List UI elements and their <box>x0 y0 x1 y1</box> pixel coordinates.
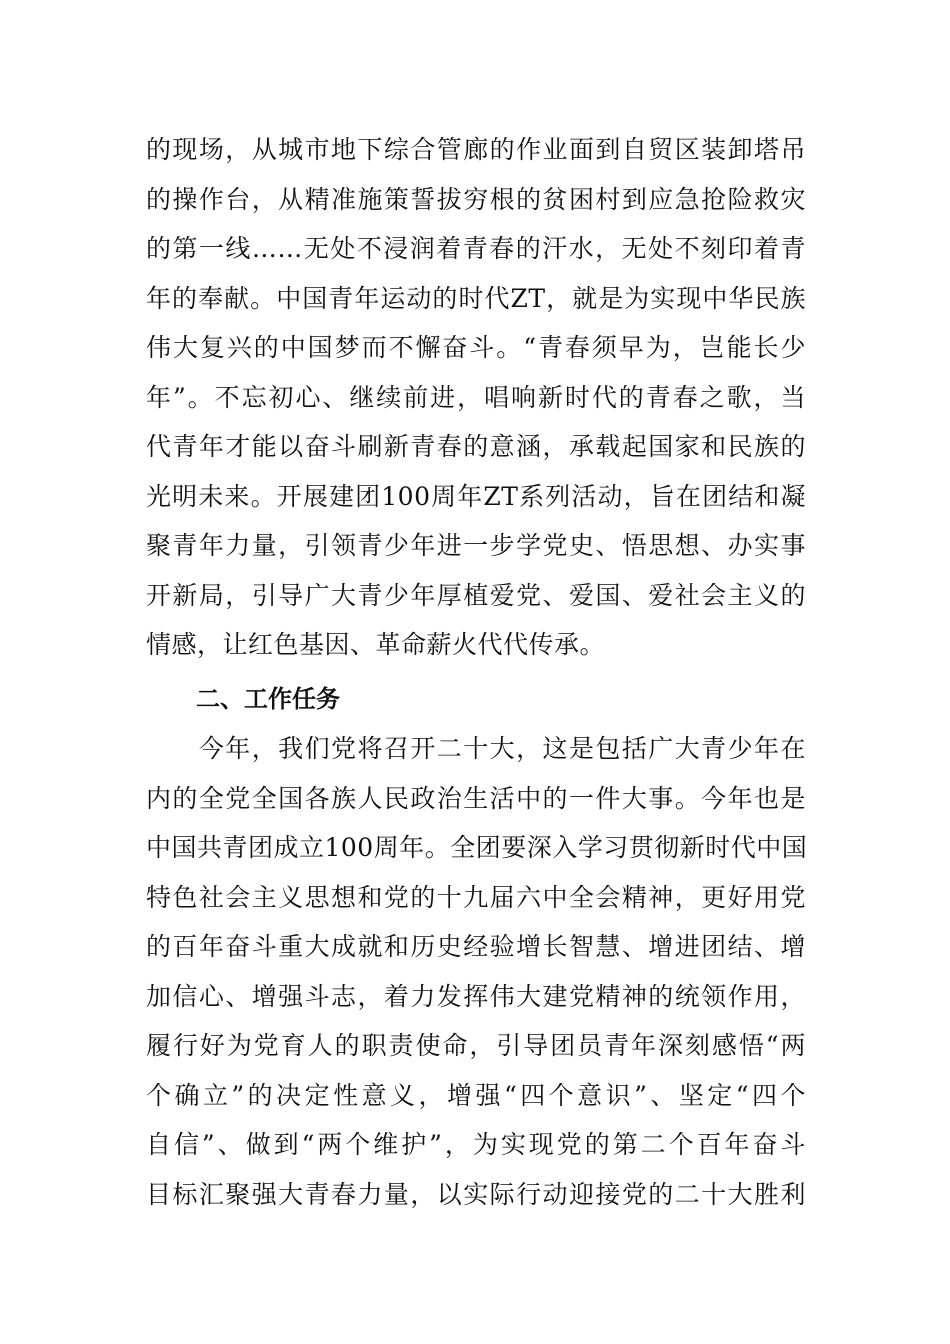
paragraph-line: 目标汇聚强大青春力量，以实际行动迎接党的二十大胜利 <box>146 1179 806 1209</box>
paragraph-line: 的第一线……无处不浸润着青春的汗水，无处不刻印着青 <box>146 234 806 263</box>
paragraph-line: 的现场，从城市地下综合管廊的作业面到自贸区装卸塔吊 <box>146 135 806 164</box>
paragraph-line: 光明未来。开展建团100周年ZT系列活动，旨在团结和凝 <box>146 481 806 511</box>
paragraph-line: 年”。不忘初心、继续前进，唱响新时代的青春之歌，当 <box>146 382 806 412</box>
section-heading: 二、工作任务 <box>196 685 340 713</box>
paragraph-line: 特色社会主义思想和党的十九届六中全会精神，更好用党 <box>146 882 806 912</box>
paragraph-line: 代青年才能以奋斗刷新青春的意涵，承载起国家和民族的 <box>146 432 806 461</box>
paragraph-line: 中国共青团成立100周年。全团要深入学习贯彻新时代中国 <box>146 833 808 862</box>
paragraph-line: 年的奉献。中国青年运动的时代ZT，就是为实现中华民族 <box>146 283 806 313</box>
paragraph-line: 加信心、增强斗志，着力发挥伟大建党精神的统领作用， <box>146 981 806 1011</box>
paragraph-line: 今年，我们党将召开二十大，这是包括广大青少年在 <box>146 734 806 763</box>
paragraph-line: 聚青年力量，引领青少年进一步学党史、悟思想、办实事 <box>146 531 806 560</box>
paragraph-line: 履行好为党育人的职责使命，引导团员青年深刻感悟“两 <box>146 1031 806 1060</box>
paragraph-line: 个确立”的决定性意义，增强“四个意识”、坚定“四个 <box>146 1080 806 1110</box>
paragraph-line: 自信”、做到“两个维护”，为实现党的第二个百年奋斗 <box>146 1130 806 1159</box>
paragraph-line: 的百年奋斗重大成就和历史经验增长智慧、增进团结、增 <box>146 932 806 961</box>
paragraph-line: 的操作台，从精准施策誓拔穷根的贫困村到应急抢险救灾 <box>146 184 806 214</box>
paragraph-line: 开新局，引导广大青少年厚植爱党、爱国、爱社会主义的 <box>146 580 806 610</box>
paragraph-line: 内的全党全国各族人民政治生活中的一件大事。今年也是 <box>146 783 806 813</box>
paragraph-line: 情感，让红色基因、革命薪火代代传承。 <box>146 630 606 659</box>
paragraph-line: 伟大复兴的中国梦而不懈奋斗。“青春须早为，岂能长少 <box>146 333 806 362</box>
